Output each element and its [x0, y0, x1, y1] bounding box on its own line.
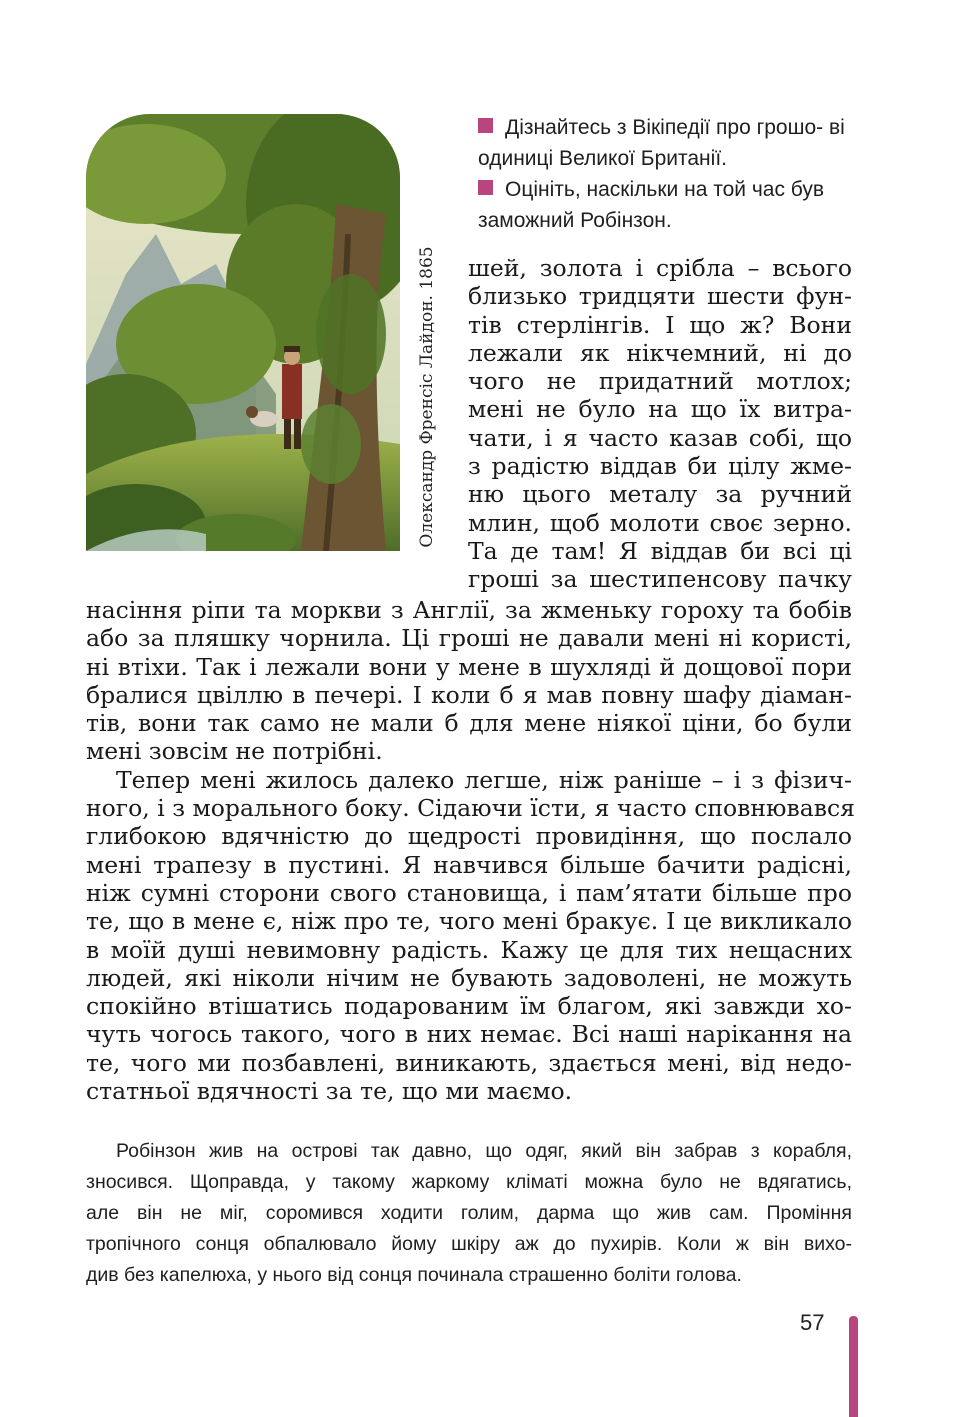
square-bullet-icon — [478, 118, 493, 133]
text-line: з радістю віддав би цілу жме- — [468, 452, 852, 481]
text-line: чого не придатний мотлох; — [468, 367, 852, 396]
task-list — [478, 112, 858, 236]
task-item — [478, 174, 858, 236]
text-line: мені не було на що їх витра- — [468, 395, 852, 424]
text-line: зносився. Щоправда, у такому жаркому кліматі можна було не вдягатись, — [86, 1171, 852, 1193]
text-line: людей, які ніколи нічим не бувають задоволені, не можуть — [86, 963, 852, 992]
text-line: бралися цвіллю в печері. І коли б я мав повну шафу діаман- — [86, 680, 852, 709]
text-line: те, що в мене є, ніж про те, чого мені бракує. І це викликало — [86, 907, 852, 936]
text-line: лежали як нікчемний, ні до — [468, 338, 852, 367]
page-number: 57 — [800, 1310, 825, 1335]
text-line: ні втіхи. Так і лежали вони у мене в шухляді й дощової пори — [86, 652, 852, 681]
text-line: те, чого ми позбавлені, виникають, здається мені, від недо- — [86, 1048, 852, 1077]
text-line: тів, вони так само не мали б для мене ніякої ціни, бо були — [86, 709, 852, 738]
paragraph — [86, 765, 855, 1106]
text-line: чати, і я часто казав собі, що — [468, 423, 852, 452]
task-text: Дізнайтесь з Вікіпедії про грошо- ві одиниці Великої Британії. — [478, 116, 845, 170]
illustration-caption-text: Олександр Френсіс Лайдон. 1865 — [417, 246, 437, 548]
task-text: Оцініть, наскільки на той час був заможний Робінзон. — [478, 178, 825, 232]
illustration-caption — [410, 232, 444, 562]
illustration-robinson-forest — [86, 114, 400, 551]
text-line: мені трапезу в пустині. Я навчився більше бачити радісні, — [86, 850, 852, 879]
text-line: близько тридцяти шести фун- — [468, 282, 852, 311]
text-line: тропічного сонця обпалювало йому шкіру аж до пухирів. Коли ж він вихо- — [86, 1233, 852, 1255]
text-line: глибокою вдячністю до щедрості провидіння, що послало — [86, 822, 852, 851]
text-line: Робінзон жив на острові так давно, що одяг, який він забрав з корабля, — [116, 1140, 852, 1162]
square-bullet-icon — [478, 180, 493, 195]
page-accent-bar — [849, 1316, 858, 1417]
text-line: в моїй душі невимовну радість. Кажу це для тих нещасних — [86, 935, 852, 964]
text-line: насіння ріпи та моркви з Англії, за жменьку гороху та бобів — [86, 596, 852, 624]
text-line: ніж сумні сторони свого становища, і пам’ятати більше про — [86, 878, 852, 907]
task-item — [478, 112, 858, 174]
body-text-column — [468, 254, 852, 594]
text-line: гроші за шестипенсову пачку — [468, 565, 852, 594]
text-line: ного, і з морального боку. Сідаючи їсти, я часто сповнювався — [86, 794, 855, 823]
text-line: але він не міг, соромився ходити голим, дарма що жив сам. Проміння — [86, 1202, 852, 1224]
text-line: тів стерлінгів. І що ж? Вони — [468, 310, 852, 339]
summary-paragraph — [86, 1136, 852, 1291]
illustration-image — [86, 114, 400, 551]
text-line: Та де там! Я віддав би всі ці — [468, 536, 852, 565]
text-line: ню цього металу за ручний — [468, 480, 852, 509]
body-text-full — [86, 596, 855, 1106]
text-line: спокійно втішатись подарованим їм благом, які завжди хо- — [86, 992, 852, 1021]
text-line: або за пляшку чорнила. Ці гроші не давали мені ні користі, — [86, 624, 852, 653]
text-line: Тепер мені жилось далеко легше, ніж раніше – і з фізич- — [116, 765, 852, 794]
text-line: див без капелюха, у нього від сонця починала страшенно боліти голова. — [86, 1264, 742, 1286]
text-line: млин, щоб молоти своє зерно. — [468, 508, 852, 537]
text-line: статньої вдячності за те, що ми маємо. — [86, 1077, 573, 1106]
text-line: шей, золота і срібла – всього — [468, 254, 852, 282]
text-line: чуть чогось такого, чого в них немає. Всі наші нарікання на — [86, 1020, 852, 1049]
text-line: мені зовсім не потрібні. — [86, 737, 383, 766]
paragraph — [86, 596, 852, 766]
